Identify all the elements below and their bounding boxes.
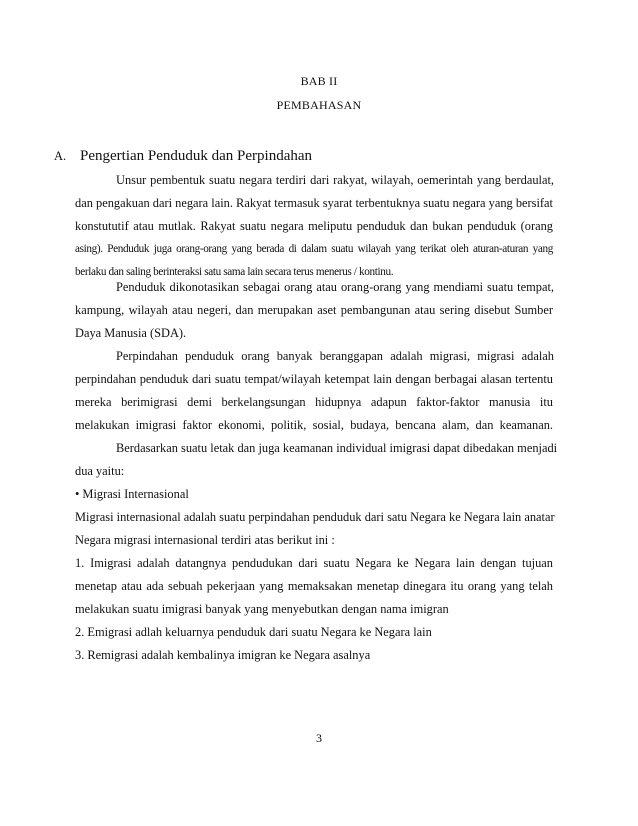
chapter-title: PEMBAHASAN bbox=[276, 98, 362, 112]
section-title: Pengertian Penduduk dan Perpindahan bbox=[80, 148, 313, 164]
text-line: melakukan suatu imigrasi banyak yang menyebutkan dengan nama imigran bbox=[75, 602, 449, 616]
text-line: Unsur pembentuk suatu negara terdiri dari rakyat, wilayah, oemerintah yang berdaulat, bbox=[116, 173, 554, 187]
text-line: Perpindahan penduduk orang banyak beranggapan adalah migrasi, migrasi adalah bbox=[116, 349, 554, 363]
list-item: 1. Imigrasi adalah datangnya pendudukan dari suatu Negara ke Negara lain dengan tujuan bbox=[75, 556, 553, 570]
text-line: perpindahan penduduk dari suatu tempat/wilayah ketempat lain dengan berbagai alasan tertentu bbox=[75, 372, 553, 386]
bullet-heading: • Migrasi Internasional bbox=[75, 487, 189, 501]
text-line: kampung, wilayah atau negeri, dan merupakan aset pembangunan atau sering disebut Sumber bbox=[75, 303, 553, 317]
chapter-number: BAB II bbox=[300, 74, 338, 88]
list-item: 2. Emigrasi adlah keluarnya penduduk dari suatu Negara ke Negara lain bbox=[75, 625, 432, 639]
text-line: mereka berimigrasi demi berkelangsungan hidupnya adapun faktor-faktor manusia itu bbox=[75, 395, 553, 409]
text-line: dan pengakuan dari negara lain. Rakyat termasuk syarat terbentuknya suatu negara yang bersifat bbox=[75, 196, 553, 210]
section-marker: A. bbox=[54, 149, 67, 163]
section-heading bbox=[54, 148, 312, 165]
text-line: berlaku dan saling berinteraksi satu sama lain secara terus menerus / kontinu. bbox=[75, 266, 394, 278]
page-number: 3 bbox=[316, 731, 322, 745]
text-line: Negara migrasi internasional terdiri atas berikut ini : bbox=[75, 533, 335, 547]
text-line: Migrasi internasional adalah suatu perpindahan penduduk dari satu Negara ke Negara lain anatar bbox=[75, 510, 555, 524]
text-line: asing). Penduduk juga orang-orang yang berada di dalam suatu wilayah yang terikat oleh aturan-aturan yang bbox=[75, 243, 553, 255]
text-line: menetap atau ada sebuah pekerjaan yang memaksakan menetap dinegara itu orang yang telah bbox=[75, 579, 553, 593]
text-line: dua yaitu: bbox=[75, 464, 125, 478]
text-line: konstututif atau mutlak. Rakyat suatu negara meliputu penduduk dan bukan penduduk (orang bbox=[75, 219, 553, 233]
text-line: Daya Manusia (SDA). bbox=[75, 326, 187, 340]
text-line: Berdasarkan suatu letak dan juga keamanan individual imigrasi dapat dibedakan menjadi bbox=[116, 441, 558, 455]
list-item: 3. Remigrasi adalah kembalinya imigran ke Negara asalnya bbox=[75, 648, 371, 662]
text-line: melakukan imigrasi faktor ekonomi, politik, sosial, budaya, bencana alam, dan keamanan. bbox=[75, 418, 553, 432]
text-line: Penduduk dikonotasikan sebagai orang atau orang-orang yang mendiami suatu tempat, bbox=[116, 280, 554, 294]
